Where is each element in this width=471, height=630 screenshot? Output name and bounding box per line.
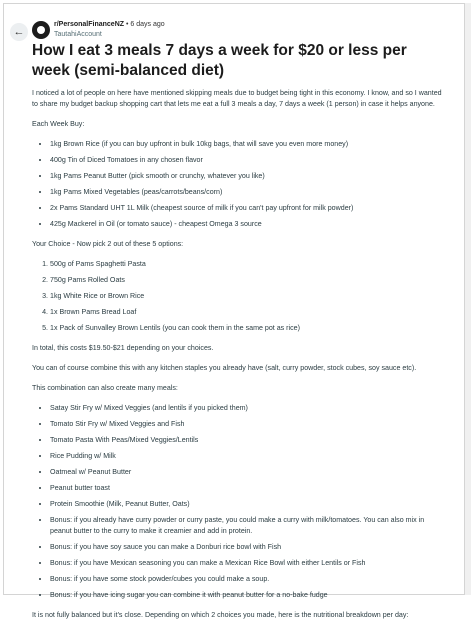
each-week-list — [32, 139, 444, 230]
list-item: • 1kg Pams Mixed Vegetables (peas/carrots/beans/corn) — [50, 187, 444, 198]
list-item: 5. 1x Pack of Sunvalley Brown Lentils (you can cook them in the same pot as rice) — [50, 323, 444, 334]
list-item: • Bonus: if you have some stock powder/cubes you could make a soup. — [50, 574, 444, 585]
total-paragraph: In total, this costs $19.50-$21 depending on your choices. — [32, 344, 214, 352]
list-item: • Bonus: if you already have curry powder or curry paste, you could make a curry with milk/tomatoes. You can also mix in peanut butter to the curry to make it creamier and add in protein. — [50, 515, 444, 537]
list-item: • Bonus: if you have icing sugar you can combine it with peanut butter for a no-bake fudge — [50, 590, 444, 601]
meta-separator: • — [124, 21, 131, 28]
post-title: How I eat 3 meals 7 days a week for $20 or less per week (semi-balanced diet) — [32, 42, 407, 79]
list-item: 1. 500g of Pams Spaghetti Pasta — [50, 259, 444, 270]
list-item: 3. 1kg White Rice or Brown Rice — [50, 291, 444, 302]
scrollbar-track[interactable] — [465, 3, 471, 595]
intro-paragraph: I noticed a lot of people on here have mentioned skipping meals due to budget being tight in this economy. I know, and so I wanted to share my budget backup shopping cart that lets me eat a full 3 meals a day, 7 days a week (1 person) in case it helps anyone. — [32, 89, 442, 108]
subreddit-link[interactable]: r/PersonalFinanceNZ — [54, 21, 125, 28]
list-item: • Tomato Stir Fry w/ Mixed Veggies and Fish — [50, 419, 444, 430]
list-item: • 1kg Pams Peanut Butter (pick smooth or crunchy, whatever you like) — [50, 171, 444, 182]
list-item: • 425g Mackerel in Oil (or tomato sauce) - cheapest Omega 3 source — [50, 219, 444, 230]
post-meta — [54, 20, 165, 39]
post-author[interactable]: TautahiAccount — [54, 31, 102, 38]
list-item: • 400g Tin of Diced Tomatoes in any chosen flavor — [50, 155, 444, 166]
list-item: • Oatmeal w/ Peanut Butter — [50, 467, 444, 478]
list-item: • 1kg Brown Rice (if you can buy upfront in bulk 10kg bags, that will save you even more money) — [50, 139, 444, 150]
list-item: • Protein Smoothie (Milk, Peanut Butter, Oats) — [50, 499, 444, 510]
list-item: 2. 750g Pams Rolled Oats — [50, 275, 444, 286]
meals-heading: This combination can also create many meals: — [32, 384, 178, 392]
list-item: • Satay Stir Fry w/ Mixed Veggies (and lentils if you picked them) — [50, 403, 444, 414]
list-item: 4. 1x Brown Pams Bread Loaf — [50, 307, 444, 318]
post-time: 6 days ago — [130, 21, 165, 28]
list-item: • Bonus: if you have Mexican seasoning you can make a Mexican Rice Bowl with either Lentils or Fish — [50, 558, 444, 569]
list-item: • 2x Pams Standard UHT 1L Milk (cheapest source of milk if you can't pay upfront for milk powder) — [50, 203, 444, 214]
choice-heading: Your Choice - Now pick 2 out of these 5 options: — [32, 240, 184, 248]
each-week-heading: Each Week Buy: — [32, 120, 85, 128]
arrow-left-icon: ← — [13, 26, 25, 38]
list-item: • Peanut butter toast — [50, 483, 444, 494]
list-item: • Rice Pudding w/ Milk — [50, 451, 444, 462]
closing-paragraph: It is not fully balanced but it's close. Depending on which 2 choices you made, here is the nutritional breakdown per day: — [32, 611, 409, 619]
list-item: • Bonus: if you have soy sauce you can make a Donburi rice bowl with Fish — [50, 542, 444, 553]
post-body — [32, 88, 444, 630]
subreddit-avatar-icon[interactable] — [32, 21, 50, 39]
list-item: • Tomato Pasta With Peas/Mixed Veggies/Lentils — [50, 435, 444, 446]
choice-list — [32, 259, 444, 334]
staples-paragraph: You can of course combine this with any kitchen staples you already have (salt, curry powder, stock cubes, soy sauce etc). — [32, 364, 417, 372]
back-button[interactable] — [10, 23, 28, 41]
meals-list — [32, 403, 444, 601]
